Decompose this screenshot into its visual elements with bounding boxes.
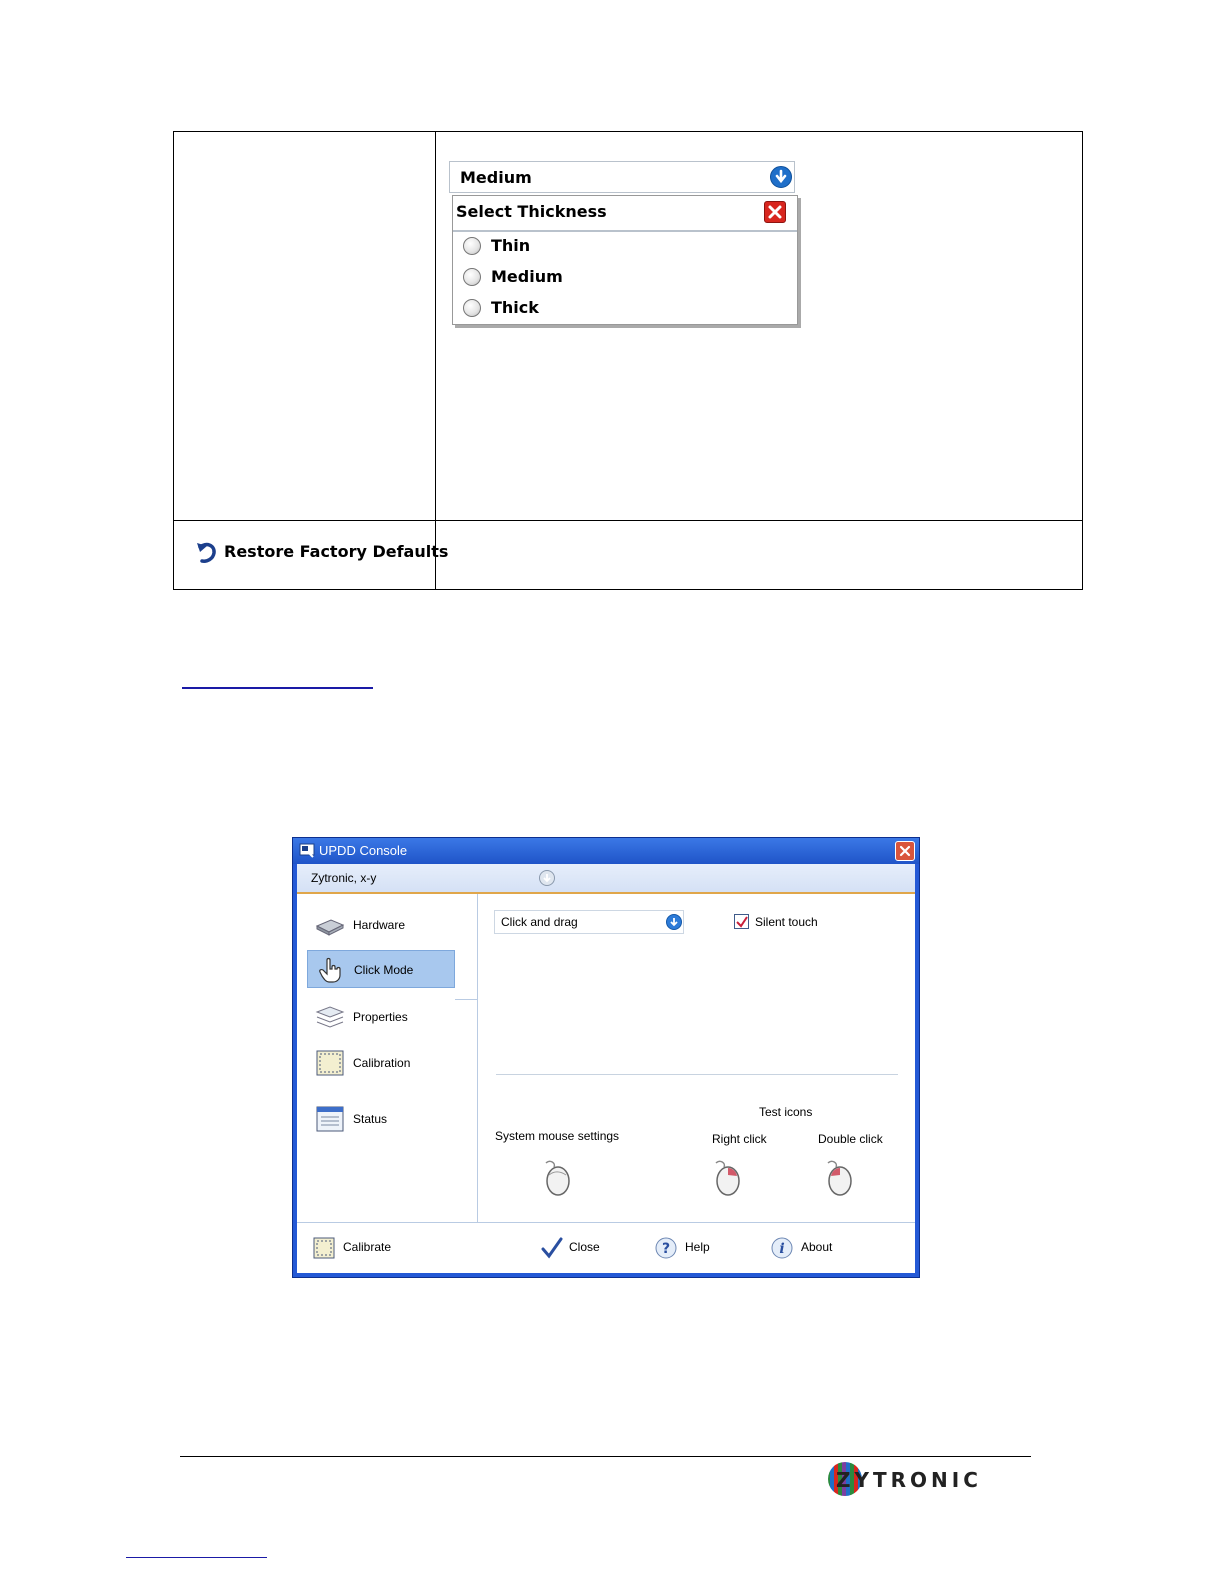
chevron-down-icon[interactable] [666,914,682,930]
right-click-label: Right click [712,1132,767,1146]
calibration-icon [313,1237,335,1259]
undo-icon [194,540,220,566]
thickness-dropdown[interactable] [449,161,795,193]
info-icon [771,1237,793,1259]
nav-label: Hardware [353,918,406,932]
close-label: Close [569,1240,600,1254]
mouse-icon[interactable] [536,1157,576,1197]
status-icon [315,1106,345,1132]
help-icon [655,1237,677,1259]
settings-pane [478,894,915,1223]
click-mode-dropdown[interactable] [494,910,684,934]
nav-label: Status [353,1112,388,1126]
svg-text:i: i [779,1241,785,1257]
radio-label: Thick [491,298,539,317]
link-underline[interactable] [182,687,373,689]
chevron-down-icon[interactable] [539,870,555,886]
nav-label: Click Mode [354,963,414,977]
settings-table [173,131,1083,590]
footer-rule [180,1456,1031,1457]
radio-label: Medium [491,267,563,286]
separator [496,1074,898,1075]
restore-defaults-button[interactable] [194,540,449,566]
radio-button[interactable] [463,268,481,286]
svg-text:?: ? [661,1241,671,1257]
restore-defaults-label: Restore Factory Defaults [224,542,449,561]
device-selector[interactable] [297,864,915,894]
help-label: Help [685,1240,710,1254]
nav-status[interactable] [307,1100,455,1138]
nav-label: Properties [353,1010,408,1024]
updd-console-window [292,837,920,1278]
close-icon[interactable] [764,201,786,223]
radio-button[interactable] [463,299,481,317]
calibration-icon [315,1050,345,1076]
check-icon [735,915,749,929]
about-label: About [801,1240,833,1254]
thickness-popup [452,195,798,325]
system-mouse-settings-label[interactable]: System mouse settings [495,1129,620,1143]
nav-click-mode[interactable] [307,950,455,988]
silent-touch-checkbox[interactable] [734,914,749,929]
close-icon[interactable] [895,841,915,861]
double-click-mouse-icon[interactable] [818,1157,858,1197]
chevron-down-icon[interactable] [770,166,792,188]
link-underline[interactable] [126,1557,267,1558]
button-bar [297,1222,915,1273]
table-divider-horizontal [174,520,1082,521]
calibrate-label: Calibrate [343,1240,392,1254]
selection-connector [455,999,477,1000]
layers-icon [315,1004,345,1030]
hand-pointer-icon [316,957,346,983]
nav-pane [297,894,478,1223]
window-title: UPDD Console [319,843,408,858]
nav-label: Calibration [353,1056,411,1070]
window-client [297,864,915,1273]
nav-properties[interactable] [307,998,455,1036]
window-titlebar[interactable] [293,838,919,864]
radio-label: Thin [491,236,531,255]
zytronic-logo [826,1459,986,1499]
app-icon [299,843,315,859]
logo-wordmark: ZYTRONIC [836,1468,982,1492]
hardware-icon [315,912,345,938]
thickness-dropdown-value: Medium [460,168,532,187]
right-click-mouse-icon[interactable] [706,1157,746,1197]
test-icons-label: Test icons [759,1105,813,1119]
nav-hardware[interactable] [307,906,455,944]
click-mode-value: Click and drag [501,915,578,929]
silent-touch-label: Silent touch [755,915,818,929]
thickness-popup-title: Select Thickness [456,202,607,221]
checkmark-icon [541,1237,563,1259]
nav-calibration[interactable] [307,1044,455,1082]
thickness-popup-header [453,196,797,232]
double-click-label: Double click [818,1132,883,1146]
device-name: Zytronic, x-y [311,871,377,885]
radio-button[interactable] [463,237,481,255]
